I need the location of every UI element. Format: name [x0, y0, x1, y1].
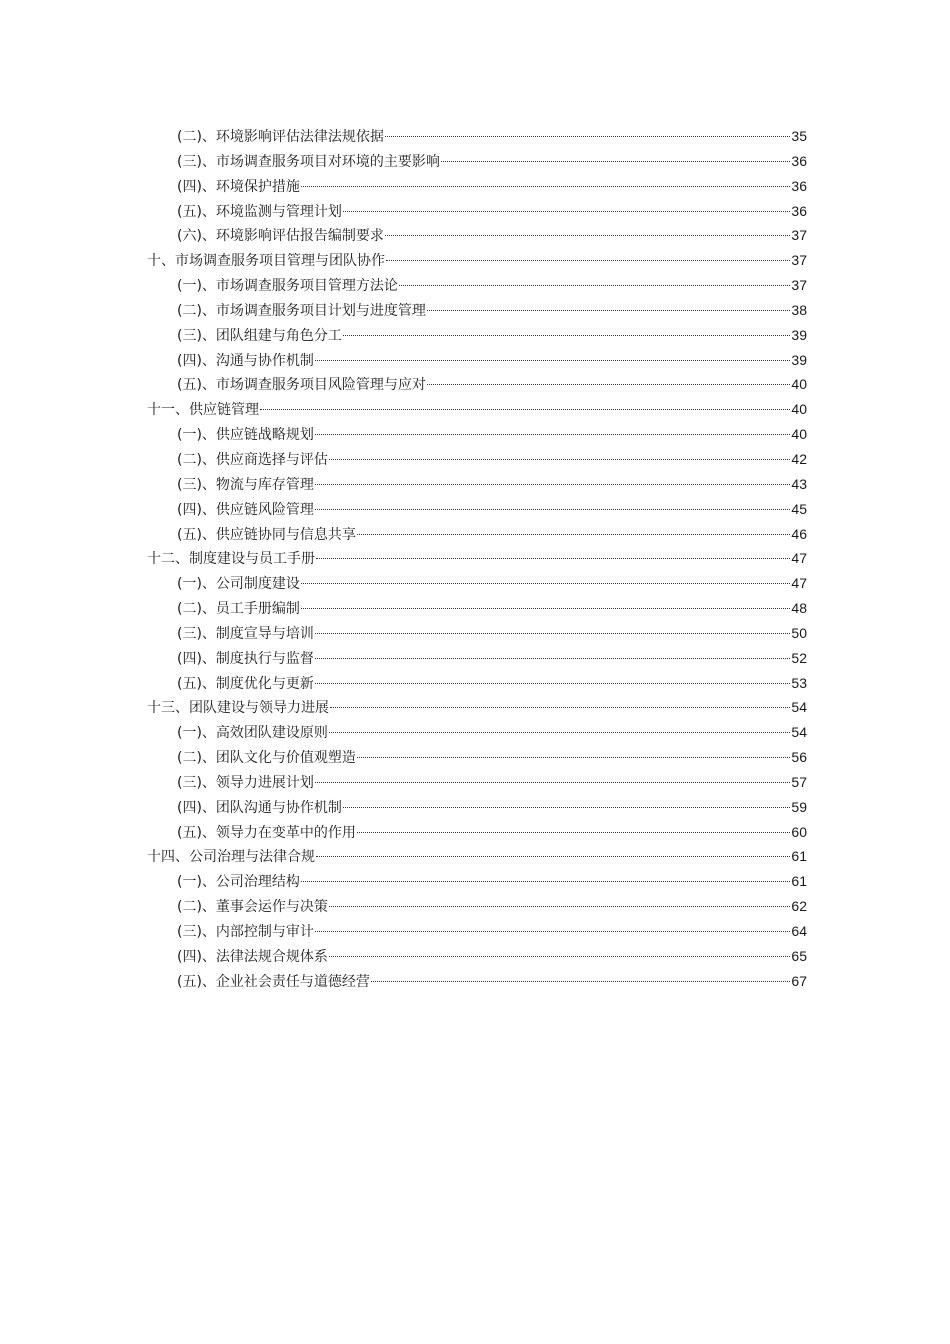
toc-dot-leader [357, 832, 790, 833]
toc-entry-title: 十一、供应链管理 [147, 402, 259, 419]
toc-page-number: 42 [791, 450, 807, 467]
toc-chapter-entry[interactable] [147, 844, 807, 869]
toc-dot-leader [301, 881, 790, 882]
toc-dot-leader [399, 285, 790, 286]
toc-page-number: 61 [791, 873, 807, 890]
toc-dot-leader [301, 186, 790, 187]
toc-entry-title: 十四、公司治理与法律合规 [147, 849, 315, 866]
toc-section-entry[interactable] [147, 944, 807, 969]
toc-entry-title: (一)、公司治理结构 [177, 874, 300, 891]
toc-page-number: 47 [791, 550, 807, 567]
toc-page-number: 43 [791, 475, 807, 492]
toc-dot-leader [385, 136, 790, 137]
toc-dot-leader [427, 310, 790, 311]
toc-entry-title: (三)、团队组建与角色分工 [177, 327, 342, 344]
toc-dot-leader [371, 981, 790, 982]
toc-section-entry[interactable] [147, 571, 807, 596]
toc-dot-leader [343, 211, 790, 212]
toc-section-entry[interactable] [147, 745, 807, 770]
toc-dot-leader [386, 260, 790, 261]
toc-dot-leader [329, 732, 790, 733]
toc-entry-title: 十、市场调查服务项目管理与团队协作 [147, 253, 385, 270]
toc-page-number: 37 [791, 252, 807, 269]
toc-page-number: 53 [791, 674, 807, 691]
toc-dot-leader [343, 335, 790, 336]
toc-dot-leader [357, 757, 790, 758]
toc-page-number: 67 [791, 972, 807, 989]
toc-entry-title: (三)、内部控制与审计 [177, 924, 314, 940]
toc-page-number: 47 [791, 575, 807, 592]
toc-dot-leader [315, 633, 790, 634]
toc-section-entry[interactable] [147, 223, 807, 248]
toc-section-entry[interactable] [147, 795, 807, 820]
toc-entry-title: (二)、团队文化与价值观塑造 [177, 750, 356, 767]
toc-dot-leader [441, 161, 790, 162]
toc-entry-title: (二)、供应商选择与评估 [177, 451, 328, 468]
toc-dot-leader [301, 583, 790, 584]
toc-section-entry[interactable] [147, 273, 807, 298]
toc-page-number: 50 [791, 624, 807, 641]
toc-entry-title: (五)、市场调查服务项目风险管理与应对 [177, 377, 426, 394]
toc-page-number: 61 [791, 848, 807, 865]
toc-dot-leader [301, 608, 790, 609]
toc-section-entry[interactable] [147, 869, 807, 894]
toc-page-number: 40 [791, 376, 807, 393]
toc-entry-title: (五)、领导力在变革中的作用 [177, 824, 356, 841]
toc-dot-leader [329, 459, 790, 460]
toc-entry-title: (五)、制度优化与更新 [177, 675, 314, 692]
toc-page-number: 37 [791, 227, 807, 244]
toc-entry-title: (二)、董事会运作与决策 [177, 899, 328, 916]
toc-section-entry[interactable] [147, 174, 807, 199]
toc-chapter-entry[interactable] [147, 248, 807, 273]
toc-section-entry[interactable] [147, 820, 807, 845]
toc-entry-title: (四)、法律法规合规体系 [177, 948, 328, 965]
toc-page-number: 59 [791, 798, 807, 815]
toc-page-number: 46 [791, 525, 807, 542]
toc-section-entry[interactable] [147, 422, 807, 447]
toc-page-number: 39 [791, 326, 807, 343]
table-of-contents [147, 124, 807, 994]
toc-page-number: 62 [791, 898, 807, 915]
toc-section-entry[interactable] [147, 720, 807, 745]
toc-page-number: 54 [791, 724, 807, 741]
toc-entry-title: (一)、市场调查服务项目管理方法论 [177, 278, 398, 295]
toc-section-entry[interactable] [147, 621, 807, 646]
toc-page-number: 36 [791, 177, 807, 194]
toc-page-number: 36 [791, 202, 807, 219]
toc-chapter-entry[interactable] [147, 546, 807, 571]
toc-section-entry[interactable] [147, 596, 807, 621]
toc-entry-title: (三)、制度宣导与培训 [177, 625, 314, 642]
toc-section-entry[interactable] [147, 372, 807, 397]
toc-section-entry[interactable] [147, 472, 807, 497]
toc-dot-leader [315, 484, 790, 485]
toc-chapter-entry[interactable] [147, 695, 807, 720]
toc-dot-leader [315, 509, 790, 510]
toc-dot-leader [316, 558, 790, 559]
toc-section-entry[interactable] [147, 199, 807, 224]
toc-section-entry[interactable] [147, 522, 807, 547]
toc-dot-leader [343, 807, 790, 808]
toc-section-entry[interactable] [147, 298, 807, 323]
toc-section-entry[interactable] [147, 671, 807, 696]
toc-page-number: 36 [791, 152, 807, 169]
toc-section-entry[interactable] [147, 323, 807, 348]
toc-page-number: 40 [791, 426, 807, 443]
toc-section-entry[interactable] [147, 149, 807, 174]
toc-section-entry[interactable] [147, 348, 807, 373]
toc-page-number: 48 [791, 600, 807, 617]
toc-entry-title: 十二、制度建设与员工手册 [147, 551, 315, 568]
toc-section-entry[interactable] [147, 969, 807, 994]
toc-page-number: 37 [791, 277, 807, 294]
toc-entry-title: (四)、环境保护措施 [177, 178, 300, 195]
toc-entry-title: (三)、市场调查服务项目对环境的主要影响 [177, 153, 440, 170]
toc-entry-title: (二)、市场调查服务项目计划与进度管理 [177, 302, 426, 319]
toc-entry-title: (三)、领导力进展计划 [177, 774, 314, 791]
toc-dot-leader [315, 434, 790, 435]
toc-section-entry[interactable] [147, 770, 807, 795]
toc-page-number: 35 [791, 128, 807, 144]
toc-entry-title: (二)、员工手册编制 [177, 601, 300, 618]
toc-chapter-entry[interactable] [147, 397, 807, 422]
toc-entry-title: (一)、高效团队建设原则 [177, 725, 328, 742]
toc-dot-leader [329, 906, 790, 907]
toc-entry-title: (四)、沟通与协作机制 [177, 352, 314, 369]
toc-page-number: 54 [791, 699, 807, 716]
toc-entry-title: (三)、物流与库存管理 [177, 476, 314, 493]
toc-page-number: 65 [791, 947, 807, 964]
toc-dot-leader [316, 856, 790, 857]
toc-entry-title: (一)、供应链战略规划 [177, 427, 314, 444]
toc-entry-title: (一)、公司制度建设 [177, 576, 300, 593]
toc-entry-title: (四)、团队沟通与协作机制 [177, 799, 342, 816]
toc-section-entry[interactable] [147, 447, 807, 472]
toc-section-entry[interactable] [147, 894, 807, 919]
toc-section-entry[interactable] [147, 646, 807, 671]
toc-page-number: 40 [791, 401, 807, 418]
toc-dot-leader [427, 384, 790, 385]
toc-section-entry[interactable] [147, 124, 807, 149]
toc-page-number: 38 [791, 301, 807, 318]
toc-dot-leader [330, 707, 790, 708]
toc-section-entry[interactable] [147, 497, 807, 522]
toc-page-number: 57 [791, 773, 807, 790]
toc-entry-title: (二)、环境影响评估法律法规依据 [177, 129, 384, 145]
toc-dot-leader [315, 683, 790, 684]
toc-entry-title: (六)、环境影响评估报告编制要求 [177, 228, 384, 245]
toc-page-number: 39 [791, 351, 807, 368]
toc-page-number: 52 [791, 649, 807, 666]
toc-page-number: 60 [791, 823, 807, 840]
toc-dot-leader [315, 360, 790, 361]
toc-entry-title: (五)、供应链协同与信息共享 [177, 526, 356, 543]
toc-dot-leader [385, 235, 790, 236]
toc-dot-leader [315, 931, 790, 932]
toc-page-number: 56 [791, 749, 807, 766]
toc-dot-leader [315, 782, 790, 783]
toc-page-number: 45 [791, 500, 807, 517]
toc-entry-title: 十三、团队建设与领导力进展 [147, 700, 329, 717]
toc-dot-leader [329, 956, 790, 957]
toc-dot-leader [260, 409, 790, 410]
toc-section-entry[interactable] [147, 919, 807, 944]
toc-entry-title: (四)、制度执行与监督 [177, 650, 314, 667]
toc-dot-leader [357, 534, 790, 535]
toc-dot-leader [315, 658, 790, 659]
toc-page-number: 64 [791, 923, 807, 939]
toc-entry-title: (四)、供应链风险管理 [177, 501, 314, 518]
toc-entry-title: (五)、环境监测与管理计划 [177, 203, 342, 220]
toc-entry-title: (五)、企业社会责任与道德经营 [177, 973, 370, 990]
